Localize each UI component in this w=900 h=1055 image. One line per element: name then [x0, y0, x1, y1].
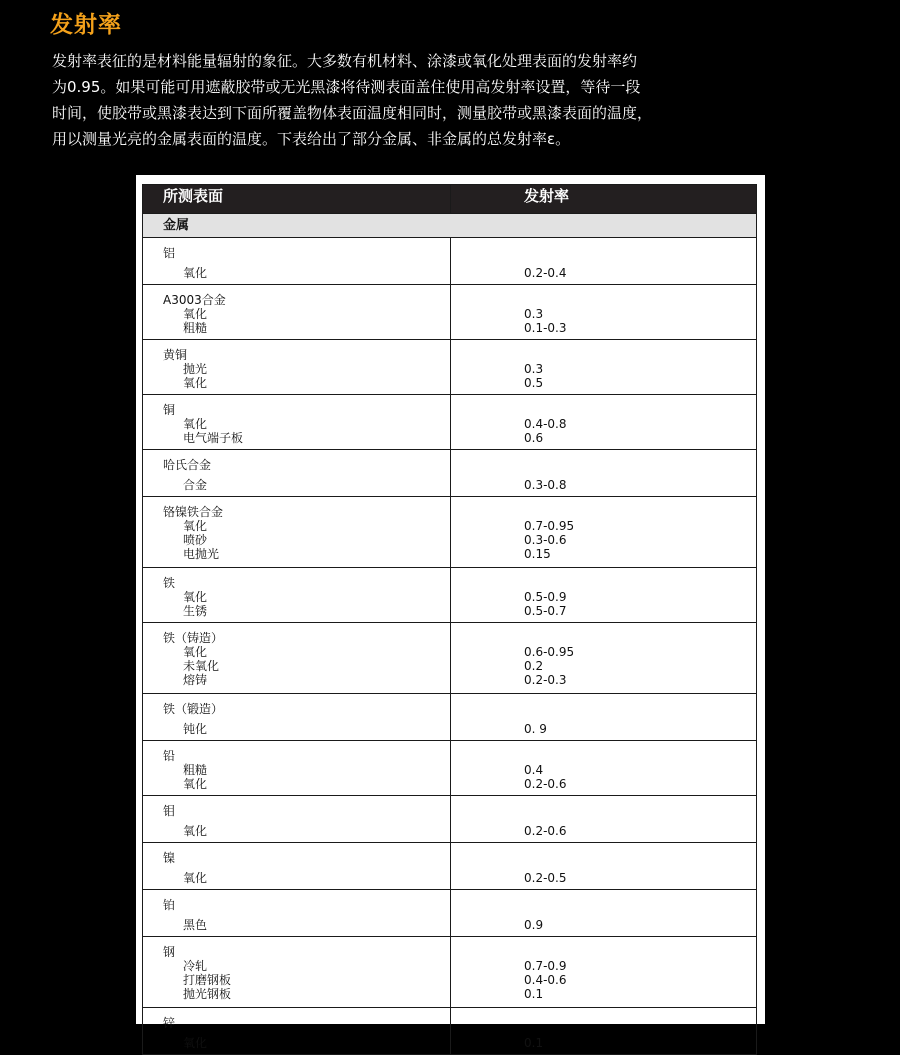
material-name: 铝 — [163, 246, 176, 260]
material-cell — [143, 497, 451, 568]
emissivity-cell — [451, 623, 757, 694]
emissivity-value: 0.2-0.6 — [524, 777, 567, 791]
table-row — [143, 843, 757, 890]
emissivity-cell — [451, 497, 757, 568]
header-emissivity: 发射率 — [451, 185, 757, 214]
surface-condition: 粗糙 — [183, 763, 208, 777]
emissivity-value: 0.5 — [524, 376, 544, 390]
material-cell — [143, 238, 451, 285]
intro-line: 时间，使胶带或黑漆表达到下面所覆盖物体表面温度相同时，测量胶带或黑漆表面的温度， — [52, 104, 653, 122]
surface-condition: 氧化 — [183, 417, 208, 431]
emissivity-value: 0.3-0.6 — [524, 533, 567, 547]
surface-condition: 电气端子板 — [183, 431, 244, 445]
emissivity-value: 0.3-0.8 — [524, 478, 567, 492]
emissivity-value: 0.2-0.3 — [524, 673, 567, 687]
emissivity-cell — [451, 285, 757, 340]
surface-condition: 氧化 — [183, 307, 208, 321]
emissivity-cell — [451, 890, 757, 937]
material-cell — [143, 623, 451, 694]
emissivity-cell — [451, 843, 757, 890]
material-name: 钢 — [163, 945, 176, 959]
emissivity-cell — [451, 1008, 757, 1055]
table-row — [143, 1008, 757, 1055]
material-name: 哈氏合金 — [163, 458, 212, 472]
material-name: 铁 — [163, 576, 176, 590]
emissivity-cell — [451, 694, 757, 741]
material-name: 铬镍铁合金 — [163, 505, 224, 519]
table-row — [143, 285, 757, 340]
material-cell — [143, 1008, 451, 1055]
group-row-metals — [143, 214, 757, 238]
header-surface: 所测表面 — [143, 185, 451, 214]
material-cell — [143, 694, 451, 741]
surface-condition: 钝化 — [183, 722, 208, 736]
material-name: 锌 — [163, 1016, 176, 1030]
emissivity-value: 0.4-0.6 — [524, 973, 567, 987]
emissivity-value: 0.3 — [524, 362, 544, 376]
table-row — [143, 623, 757, 694]
surface-condition: 氧化 — [183, 1036, 208, 1050]
emissivity-cell — [451, 937, 757, 1008]
table-row — [143, 497, 757, 568]
surface-condition: 打磨钢板 — [183, 973, 232, 987]
material-name: 铜 — [163, 403, 176, 417]
table-row — [143, 568, 757, 623]
surface-condition: 氧化 — [183, 777, 208, 791]
material-cell — [143, 568, 451, 623]
surface-condition: 未氧化 — [183, 659, 220, 673]
emissivity-table — [142, 184, 757, 1055]
group-label: 金属 — [143, 214, 757, 238]
surface-condition: 黑色 — [183, 918, 208, 932]
emissivity-table-sheet — [136, 175, 765, 1050]
material-name: 铁（锻造） — [163, 702, 224, 716]
surface-condition: 合金 — [183, 478, 208, 492]
table-header-row — [143, 185, 757, 214]
material-name: 镍 — [163, 851, 176, 865]
emissivity-value: 0.4-0.8 — [524, 417, 567, 431]
surface-condition: 氧化 — [183, 590, 208, 604]
emissivity-cell — [451, 741, 757, 796]
emissivity-value: 0.9 — [524, 918, 544, 932]
material-cell — [143, 741, 451, 796]
emissivity-value: 0.4 — [524, 763, 544, 777]
surface-condition: 抛光钢板 — [183, 987, 232, 1001]
emissivity-value: 0.2 — [524, 659, 544, 673]
page-title: 发射率 — [50, 12, 122, 38]
material-cell — [143, 890, 451, 937]
intro-line: 为0.95。如果可能可用遮蔽胶带或无光黑漆将待测表面盖住使用高发射率设置，等待一段 — [52, 78, 641, 96]
emissivity-cell — [451, 450, 757, 497]
material-name: 铅 — [163, 749, 176, 763]
emissivity-cell — [451, 568, 757, 623]
surface-condition: 氧化 — [183, 519, 208, 533]
material-cell — [143, 450, 451, 497]
surface-condition: 氧化 — [183, 824, 208, 838]
emissivity-value: 0.1-0.3 — [524, 321, 567, 335]
surface-condition: 熔铸 — [183, 673, 208, 687]
material-cell — [143, 285, 451, 340]
emissivity-value: 0.1 — [524, 987, 544, 1001]
material-name: A3003合金 — [163, 293, 226, 307]
material-cell — [143, 340, 451, 395]
emissivity-cell — [451, 238, 757, 285]
surface-condition: 粗糙 — [183, 321, 208, 335]
emissivity-value: 0.15 — [524, 547, 551, 561]
material-name: 黄铜 — [163, 348, 188, 362]
emissivity-value: 0.3 — [524, 307, 544, 321]
intro-line: 用以测量光亮的金属表面的温度。下表给出了部分金属、非金属的总发射率ε。 — [52, 130, 571, 148]
table-row — [143, 395, 757, 450]
surface-condition: 氧化 — [183, 266, 208, 280]
material-cell — [143, 796, 451, 843]
emissivity-value: 0.6 — [524, 431, 544, 445]
emissivity-value: 0.7-0.95 — [524, 519, 575, 533]
intro-paragraph — [52, 48, 742, 152]
surface-condition: 氧化 — [183, 871, 208, 885]
surface-condition: 抛光 — [183, 362, 208, 376]
emissivity-cell — [451, 796, 757, 843]
emissivity-value: 0.2-0.4 — [524, 266, 567, 280]
surface-condition: 电抛光 — [183, 547, 220, 561]
table-row — [143, 238, 757, 285]
material-name: 铂 — [163, 898, 176, 912]
table-row — [143, 450, 757, 497]
emissivity-value: 0.2-0.5 — [524, 871, 567, 885]
emissivity-cell — [451, 340, 757, 395]
emissivity-value: 0.6-0.95 — [524, 645, 575, 659]
emissivity-value: 0.5-0.9 — [524, 590, 567, 604]
surface-condition: 氧化 — [183, 376, 208, 390]
surface-condition: 氧化 — [183, 645, 208, 659]
table-row — [143, 694, 757, 741]
surface-condition: 喷砂 — [183, 533, 208, 547]
emissivity-value: 0.1 — [524, 1036, 544, 1050]
table-row — [143, 890, 757, 937]
surface-condition: 冷轧 — [183, 959, 208, 973]
material-cell — [143, 395, 451, 450]
emissivity-value: 0. 9 — [524, 722, 547, 736]
material-cell — [143, 843, 451, 890]
emissivity-value: 0.7-0.9 — [524, 959, 567, 973]
table-row — [143, 796, 757, 843]
table-row — [143, 340, 757, 395]
emissivity-value: 0.2-0.6 — [524, 824, 567, 838]
material-name: 钼 — [163, 804, 176, 818]
table-row — [143, 741, 757, 796]
surface-condition: 生锈 — [183, 604, 208, 618]
emissivity-value: 0.5-0.7 — [524, 604, 567, 618]
intro-line: 发射率表征的是材料能量辐射的象征。大多数有机材料、涂漆或氧化处理表面的发射率约 — [52, 52, 638, 70]
table-row — [143, 937, 757, 1008]
material-name: 铁（铸造） — [163, 631, 224, 645]
material-cell — [143, 937, 451, 1008]
emissivity-cell — [451, 395, 757, 450]
